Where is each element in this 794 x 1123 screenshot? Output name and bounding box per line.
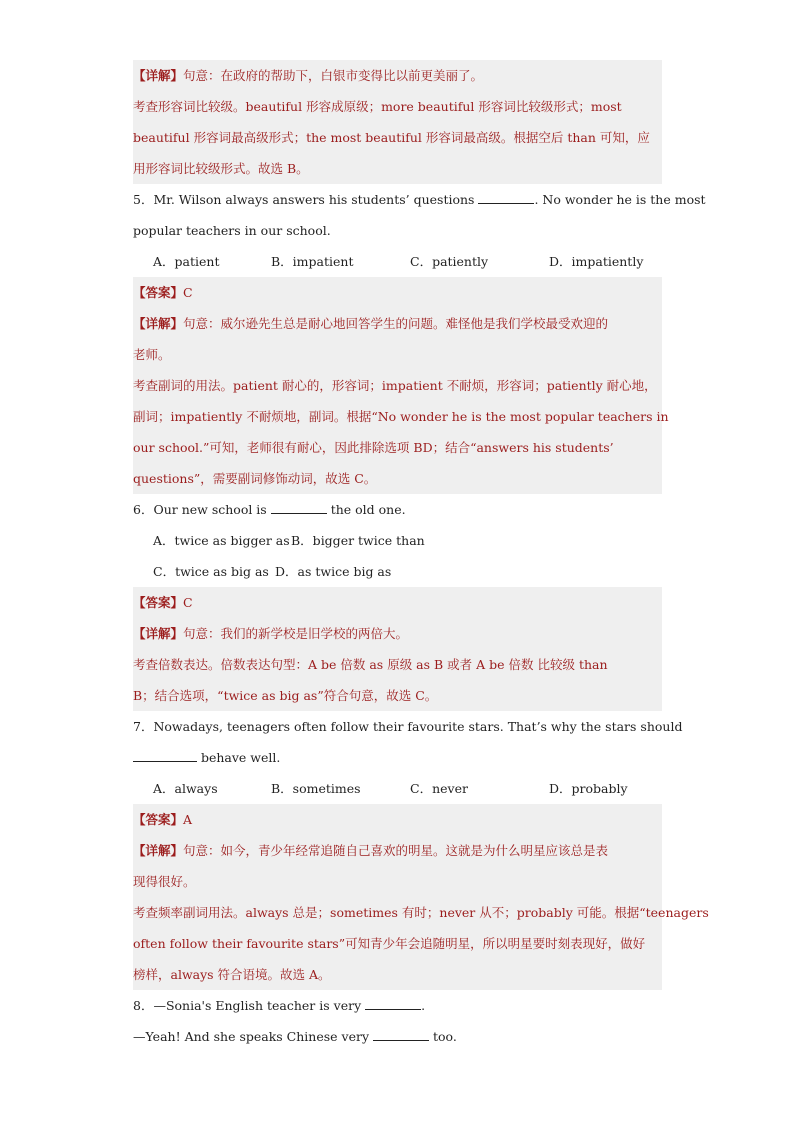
explanation-line bbox=[133, 804, 662, 835]
question-tail: too. bbox=[429, 1029, 457, 1044]
options-row bbox=[133, 556, 662, 587]
explanation-text: 考查形容词比较级。beautiful 形容成原级；more beautiful 形容词比较级形式；most bbox=[133, 99, 622, 114]
answer-blank bbox=[373, 1028, 429, 1041]
option-item: B．sometimes bbox=[271, 781, 361, 796]
explanation-line bbox=[133, 928, 662, 959]
answer-tag: 【答案】 bbox=[133, 595, 184, 610]
explanation-line bbox=[133, 866, 662, 897]
explanation-text: questions”，需要副词修饰动词，故选 C。 bbox=[133, 471, 377, 486]
explanation-text: 榜样，always 符合语境。故选 A。 bbox=[133, 967, 331, 982]
answer-tag: 【详解】 bbox=[133, 843, 184, 858]
question-text: popular teachers in our school. bbox=[133, 223, 331, 238]
option-item: A．twice as bigger as bbox=[153, 533, 290, 548]
explanation-text: 句意：如今，青少年经常追随自己喜欢的明星。这就是为什么明星应该总是表 bbox=[183, 843, 609, 858]
question-tail: . No wonder he is the most bbox=[534, 192, 706, 207]
explanation-text: 句意：在政府的帮助下，白银市变得比以前更美丽了。 bbox=[183, 68, 484, 83]
option-item: D．impatiently bbox=[549, 254, 644, 269]
question-stem: 5．Mr. Wilson always answers his students’ questions bbox=[133, 192, 475, 207]
answer-tag: 【详解】 bbox=[133, 68, 184, 83]
explanation-text: 用形容词比较级形式。故选 B。 bbox=[133, 161, 309, 176]
explanation-line bbox=[133, 897, 709, 928]
explanation-line bbox=[133, 370, 662, 401]
question-tail: . bbox=[421, 998, 426, 1013]
explanation-text: our school.”可知，老师很有耐心，因此排除选项 BD；结合“answers his students’ bbox=[133, 440, 614, 455]
answer-blank bbox=[133, 749, 197, 762]
explanation-text: 老师。 bbox=[133, 347, 171, 362]
options-row bbox=[133, 246, 662, 277]
question-stem: 8．—Sonia's English teacher is very bbox=[133, 998, 362, 1013]
explanation-text: often follow their favourite stars”可知青少年会追随明星，所以明星要时刻表现好，做好 bbox=[133, 936, 646, 951]
explanation-text: 考查副词的用法。patient 耐心的，形容词；impatient 不耐烦，形容词；patiently 耐心地， bbox=[133, 378, 657, 393]
explanation-text: C bbox=[183, 285, 193, 300]
question-line bbox=[133, 184, 706, 215]
answer-tag: 【答案】 bbox=[133, 812, 184, 827]
explanation-text: 现得很好。 bbox=[133, 874, 196, 889]
explanation-line bbox=[133, 122, 662, 153]
answer-blank bbox=[478, 191, 534, 204]
explanation-line bbox=[133, 432, 662, 463]
option-item: A．always bbox=[153, 781, 218, 796]
answer-tag: 【详解】 bbox=[133, 626, 184, 641]
question-line bbox=[133, 494, 662, 525]
answer-blank bbox=[365, 997, 421, 1010]
option-item: D．probably bbox=[549, 781, 628, 796]
option-item: D．as twice big as bbox=[275, 564, 392, 579]
explanation-line bbox=[133, 60, 662, 91]
explanation-line bbox=[133, 587, 662, 618]
document-body bbox=[133, 60, 709, 1052]
explanation-text: A bbox=[183, 812, 193, 827]
explanation-line bbox=[133, 680, 662, 711]
answer-blank bbox=[271, 501, 327, 514]
explanation-text: 副词；impatiently 不耐烦地，副词。根据“No wonder he is the most popular teachers in bbox=[133, 409, 669, 424]
explanation-text: C bbox=[183, 595, 193, 610]
option-item: A．patient bbox=[153, 254, 220, 269]
explanation-line bbox=[133, 463, 662, 494]
question-line bbox=[133, 742, 662, 773]
explanation-line bbox=[133, 153, 662, 184]
question-tail: behave well. bbox=[197, 750, 281, 765]
answer-tag: 【详解】 bbox=[133, 316, 184, 331]
explanation-text: 考查倍数表达。倍数表达句型：A be 倍数 as 原级 as B 或者 A be 倍数 比较级 than bbox=[133, 657, 608, 672]
explanation-line bbox=[133, 308, 662, 339]
explanation-line bbox=[133, 277, 662, 308]
explanation-line bbox=[133, 649, 662, 680]
explanation-text: 考查频率副词用法。always 总是；sometimes 有时；never 从不；probably 可能。根据“teenagers bbox=[133, 905, 709, 920]
explanation-text: B；结合选项，“twice as big as”符合句意，故选 C。 bbox=[133, 688, 438, 703]
explanation-line bbox=[133, 835, 662, 866]
explanation-line bbox=[133, 618, 662, 649]
question-tail: the old one. bbox=[326, 502, 406, 517]
options-row bbox=[133, 525, 662, 556]
explanation-line bbox=[133, 339, 662, 370]
option-item: B．bigger twice than bbox=[291, 533, 425, 548]
explanation-text: 句意：威尔逊先生总是耐心地回答学生的问题。难怪他是我们学校最受欢迎的 bbox=[183, 316, 609, 331]
explanation-text: beautiful 形容词最高级形式；the most beautiful 形容词最高级。根据空后 than 可知，应 bbox=[133, 130, 650, 145]
question-stem: —Yeah! And she speaks Chinese very bbox=[133, 1029, 370, 1044]
option-item: C．never bbox=[410, 781, 468, 796]
option-item: B．impatient bbox=[271, 254, 354, 269]
options-row bbox=[133, 773, 662, 804]
question-line bbox=[133, 1021, 662, 1052]
question-stem: 6．Our new school is bbox=[133, 502, 267, 517]
question-text: 7．Nowadays, teenagers often follow their favourite stars. That’s why the stars should bbox=[133, 719, 683, 734]
explanation-text: 句意：我们的新学校是旧学校的两倍大。 bbox=[183, 626, 409, 641]
question-line bbox=[133, 990, 662, 1021]
explanation-line bbox=[133, 401, 669, 432]
explanation-line bbox=[133, 959, 662, 990]
option-item: C．twice as big as bbox=[153, 564, 269, 579]
answer-tag: 【答案】 bbox=[133, 285, 184, 300]
option-item: C．patiently bbox=[410, 254, 489, 269]
explanation-line bbox=[133, 91, 662, 122]
